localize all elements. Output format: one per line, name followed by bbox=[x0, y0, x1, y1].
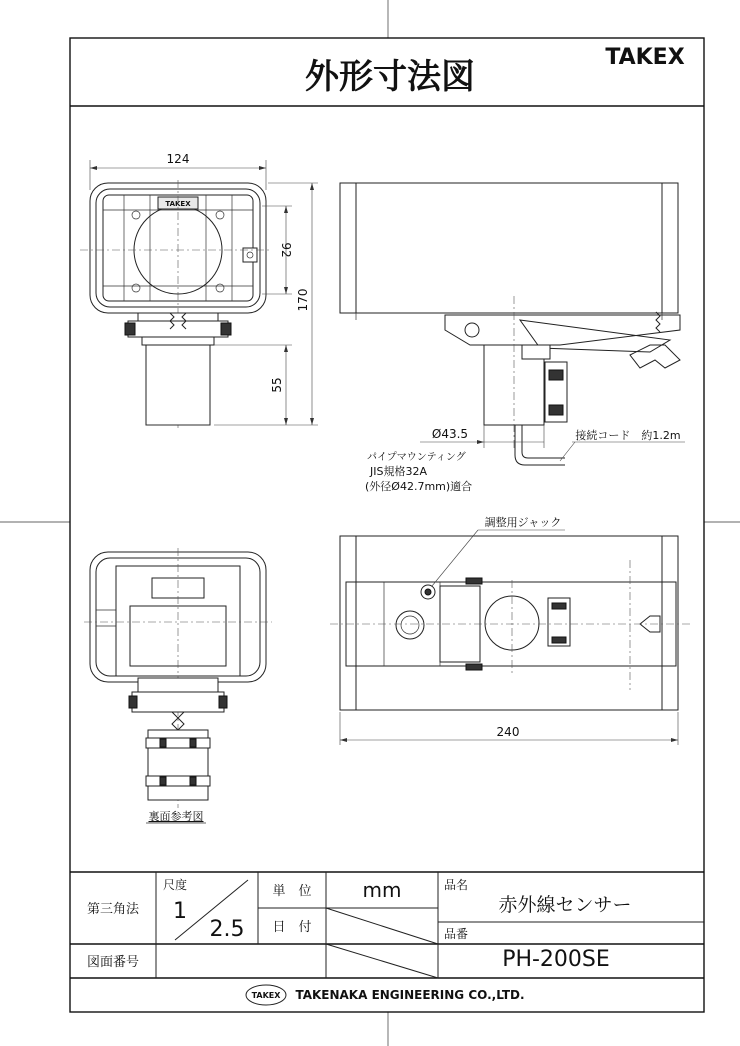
product-number: PH-200SE bbox=[502, 947, 610, 972]
front-label: TAKEX bbox=[165, 200, 191, 208]
dim-total-height: 170 bbox=[296, 288, 310, 312]
scale-numerator: 1 bbox=[173, 899, 187, 924]
date-label: 日 付 bbox=[272, 920, 312, 935]
scale-label: 尺度 bbox=[162, 878, 188, 892]
top-view bbox=[330, 515, 690, 745]
product-no-label: 品番 bbox=[443, 927, 469, 941]
cord-label: 接続コード 約1.2m bbox=[575, 429, 681, 442]
projection-method: 第三角法 bbox=[86, 902, 140, 917]
unit-label: 単 位 bbox=[272, 884, 312, 899]
pipe-note-line-3: (外径Ø42.7mm)適合 bbox=[365, 480, 473, 493]
back-view bbox=[84, 548, 272, 823]
back-view-caption: 裏面参考図 bbox=[148, 810, 204, 823]
unit-value: mm bbox=[362, 878, 402, 902]
dim-pipe-height: 55 bbox=[270, 377, 284, 393]
product-name-label: 品名 bbox=[443, 878, 469, 892]
dim-pipe-diameter: Ø43.5 bbox=[431, 427, 469, 441]
company-logo: TAKEX bbox=[251, 991, 281, 1000]
side-view bbox=[340, 183, 685, 493]
front-view bbox=[80, 152, 318, 430]
dim-length: 240 bbox=[496, 725, 520, 739]
dim-lens-height: 92 bbox=[279, 242, 293, 258]
dim-width: 124 bbox=[166, 152, 190, 166]
drawing-title: 外形寸法図 bbox=[305, 57, 475, 97]
scale-denominator: 2.5 bbox=[209, 917, 245, 942]
brand-logo: TAKEX bbox=[605, 45, 685, 70]
drawing-number-label: 図面番号 bbox=[86, 955, 140, 970]
title-block bbox=[70, 872, 704, 1005]
product-name: 赤外線センサー bbox=[498, 894, 632, 916]
jack-label: 調整用ジャック bbox=[484, 516, 562, 529]
company-name: TAKENAKA ENGINEERING CO.,LTD. bbox=[295, 988, 525, 1002]
pipe-note-line-2: JIS規格32A bbox=[370, 465, 427, 478]
pipe-note-line-1: パイプマウンティング bbox=[367, 452, 466, 463]
